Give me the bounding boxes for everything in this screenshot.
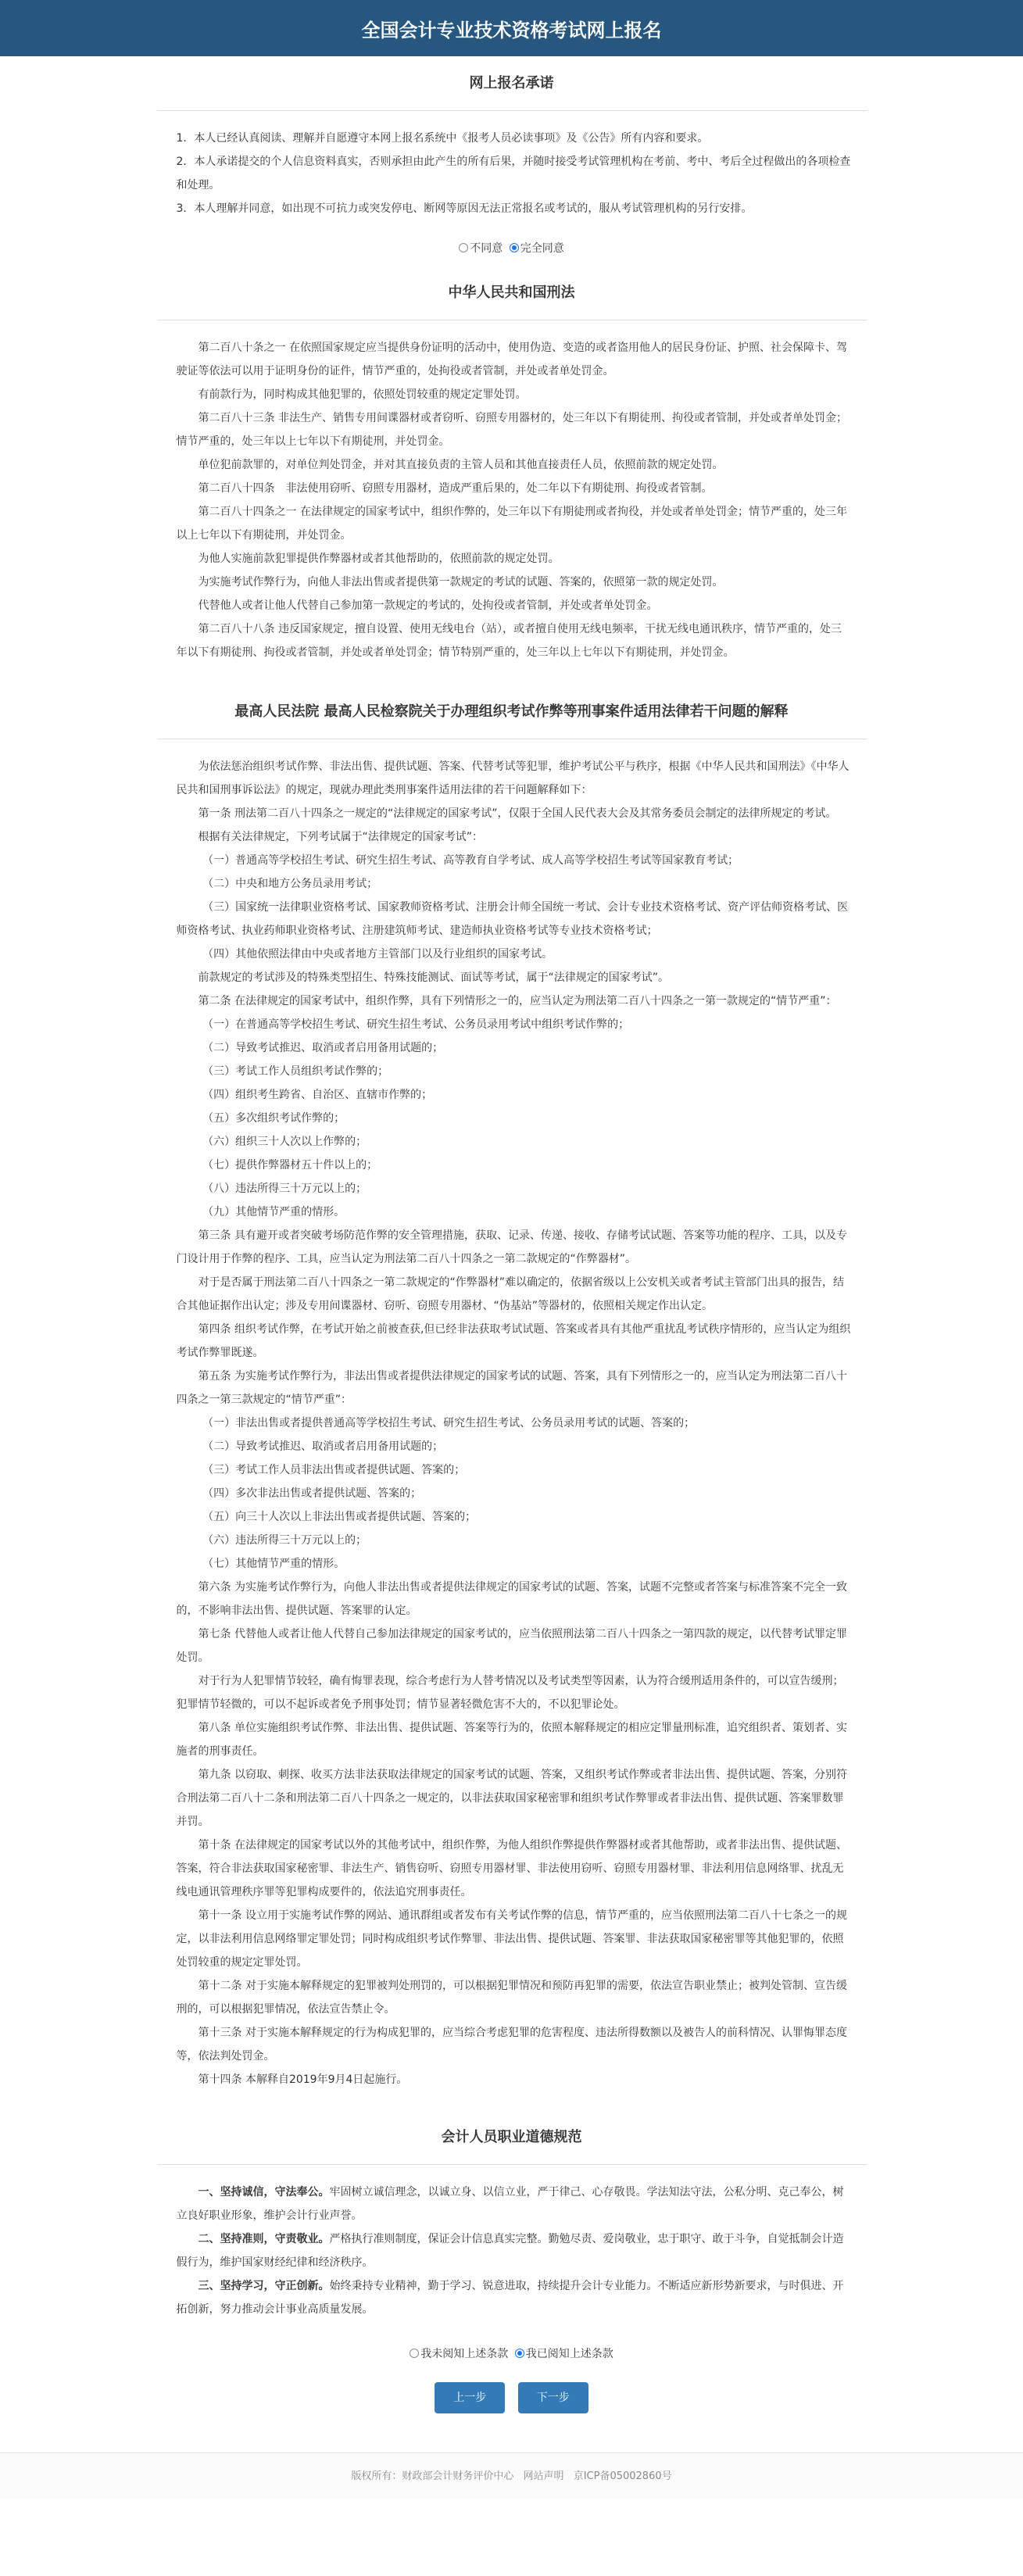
- ethics-paragraph: [177, 2181, 851, 2227]
- main-content: [157, 56, 867, 2453]
- interpretation-paragraph: 第十三条 对于实施本解释规定的行为构成犯罪的，应当综合考虑犯罪的危害程度、违法所得数额以及被告人的前科情况、认罪悔罪态度等，依法判处罚金。: [176, 2027, 847, 2063]
- interpretation-paragraph: 第十一条 设立用于实施考试作弊的网站、通讯群组或者发布有关考试作弊的信息，情节严重的，应当依照刑法第二百八十七条之一的规定，以非法利用信息网络罪定罪处罚；同时构成组织考试作弊罪、非法出售、提供试题、答案罪、非法获取国家秘密罪等其他犯罪的，依照处罚较重的规定定罪处罚。: [176, 1909, 847, 1969]
- interpretation-paragraph: 根据有关法律规定，下列考试属于“法律规定的国家考试”：: [198, 831, 484, 843]
- interpretation-list-item: （三）考试工作人员组织考试作弊的；: [202, 1065, 389, 1078]
- radio-checked-icon[interactable]: [515, 2349, 524, 2358]
- pledge-body: [157, 111, 867, 228]
- interpretation-list-item: （二）导致考试推迟、取消或者启用备用试题的；: [202, 1042, 444, 1054]
- radio-have-read[interactable]: [515, 2348, 613, 2360]
- interpretation-paragraph: 第四条 组织考试作弊，在考试开始之前被查获,但已经非法获取考试试题、答案或者具有其他严重扰乱考试秩序情形的，应当认定为组织考试作弊罪既遂。: [176, 1323, 851, 1359]
- law-paragraph: 单位犯前款罪的，对单位判处罚金，并对其直接负责的主管人员和其他直接责任人员，依照前款的规定处罚。: [198, 459, 724, 471]
- radio-unchecked-icon[interactable]: [459, 243, 468, 252]
- interpretation-paragraph: 第九条 以窃取、刺探、收买方法非法获取法律规定的国家考试的试题、答案，又组织考试作弊或者非法出售、提供试题、答案，分别符合刑法第二百八十二条和刑法第二百八十四条之一规定的，以非法获取国家秘密罪和组织考试作弊罪或者非法出售、提供试题、答案罪数罪并罚。: [176, 1769, 847, 1828]
- interpretation-body: [157, 739, 867, 2099]
- pledge-title: 网上报名承诺: [157, 56, 867, 111]
- pledge-item: 1．本人已经认真阅读、理解并自愿遵守本网上报名系统中《报考人员必读事项》及《公告》所有内容和要求。: [176, 132, 709, 145]
- interpretation-list-item: （四）其他依照法律由中央或者地方主管部门以及行业组织的国家考试。: [202, 948, 553, 961]
- ethics-paragraph: [177, 2274, 851, 2321]
- ethics-title: 会计人员职业道德规范: [157, 2110, 867, 2165]
- pledge-section: [157, 56, 867, 266]
- radio-checked-icon[interactable]: [510, 243, 519, 252]
- interpretation-list-item: （二）导致考试推迟、取消或者启用备用试题的；: [202, 1440, 444, 1453]
- criminal-law-title: 中华人民共和国刑法: [157, 266, 867, 320]
- radio-unchecked-icon[interactable]: [410, 2349, 419, 2358]
- footer-copyright: 版权所有：财政部会计财务评价中心: [351, 2470, 514, 2482]
- ethics-lead: 二、坚持准则，守责敬业。: [198, 2233, 330, 2245]
- interpretation-list-item: （七）提供作弊器材五十件以上的；: [202, 1159, 378, 1172]
- interpretation-paragraph: 第八条 单位实施组织考试作弊、非法出售、提供试题、答案等行为的，依照本解释规定的相应定罪量刑标准，追究组织者、策划者、实施者的刑事责任。: [176, 1722, 847, 1758]
- terms-read-radio-group: [157, 2329, 867, 2371]
- interpretation-list-item: （一）非法出售或者提供普通高等学校招生考试、研究生招生考试、公务员录用考试的试题、答案的；: [202, 1417, 696, 1429]
- interpretation-section: [157, 685, 867, 2099]
- interpretation-list-item: （四）多次非法出售或者提供试题、答案的；: [202, 1487, 422, 1500]
- radio-label: 完全同意: [520, 242, 564, 255]
- interpretation-list-item: （五）向三十人次以上非法出售或者提供试题、答案的；: [202, 1511, 477, 1523]
- radio-label: 我已阅知上述条款: [525, 2348, 613, 2360]
- interpretation-paragraph: 第七条 代替他人或者让他人代替自己参加法律规定的国家考试的，应当依照刑法第二百八十四条之一第四款的规定，以代替考试罪定罪处罚。: [176, 1628, 847, 1664]
- ethics-text: 牢固树立诚信理念，以诚立身、以信立业，严于律己、心存敬畏。学法知法守法，公私分明、克己奉公，树立良好职业形象，维护会计行业声誉。: [176, 2186, 844, 2222]
- pledge-item: 2．本人承诺提交的个人信息资料真实，否则承担由此产生的所有后果，并随时接受考试管理机构在考前、考中、考后全过程做出的各项检查和处理。: [176, 156, 851, 191]
- interpretation-paragraph: 第十条 在法律规定的国家考试以外的其他考试中，组织作弊，为他人组织作弊提供作弊器材或者其他帮助，或者非法出售、提供试题、答案，符合非法获取国家秘密罪、非法生产、销售窃听、窃照专用器材罪、非法使用窃听、窃照专用器材罪、非法利用信息网络罪、扰乱无线电通讯管理秩序罪等犯罪构成要件的，依法追究刑事责任。: [176, 1839, 847, 1898]
- interpretation-paragraph: 前款规定的考试涉及的特殊类型招生、特殊技能测试、面试等考试，属于“法律规定的国家考试”。: [198, 971, 670, 984]
- footer-statement-link[interactable]: 网站声明: [523, 2470, 564, 2482]
- law-paragraph: 第二百八十三条 非法生产、销售专用间谍器材或者窃听、窃照专用器材的，处三年以下有期徒刑、拘役或者管制，并处或者单处罚金；情节严重的，处三年以上七年以下有期徒刑，并处罚金。: [176, 412, 847, 448]
- ethics-lead: 三、坚持学习，守正创新。: [198, 2280, 330, 2292]
- criminal-law-section: [157, 266, 867, 672]
- next-step-button[interactable]: 下一步: [518, 2382, 588, 2413]
- interpretation-paragraph: 为依法惩治组织考试作弊、非法出售、提供试题、答案、代替考试等犯罪，维护考试公平与秩序，根据《中华人民共和国刑法》《中华人民共和国刑事诉讼法》的规定，现就办理此类刑事案件适用法律的若干问题解释如下：: [176, 760, 850, 796]
- interpretation-list-item: （一）在普通高等学校招生考试、研究生招生考试、公务员录用考试中组织考试作弊的；: [202, 1018, 630, 1031]
- radio-disagree[interactable]: [459, 242, 506, 255]
- interpretation-list-item: （六）违法所得三十万元以上的；: [202, 1534, 367, 1547]
- criminal-law-body: [157, 320, 867, 672]
- ethics-text: 严格执行准则制度，保证会计信息真实完整。勤勉尽责、爱岗敬业，忠于职守、敢于斗争，自觉抵制会计造假行为，维护国家财经纪律和经济秩序。: [176, 2233, 844, 2269]
- interpretation-list-item: （三）考试工作人员非法出售或者提供试题、答案的；: [202, 1464, 466, 1476]
- interpretation-paragraph: 第五条 为实施考试作弊行为，非法出售或者提供法律规定的国家考试的试题、答案，具有下列情形之一的，应当认定为刑法第二百八十四条之一第三款规定的“情节严重”：: [176, 1370, 847, 1406]
- interpretation-list-item: （四）组织考生跨省、自治区、直辖市作弊的；: [202, 1089, 433, 1101]
- radio-label: 我未阅知上述条款: [420, 2348, 509, 2360]
- radio-label: 不同意: [470, 242, 503, 255]
- law-paragraph: 第二百八十四条 非法使用窃听、窃照专用器材，造成严重后果的，处二年以下有期徒刑、拘役或者管制。: [198, 482, 713, 495]
- site-header: [0, 0, 1023, 56]
- law-paragraph: 第二百八十四条之一 在法律规定的国家考试中，组织作弊的，处三年以下有期徒刑或者拘役，并处或者单处罚金；情节严重的，处三年以上七年以下有期徒刑，并处罚金。: [176, 506, 847, 542]
- interpretation-list-item: （八）违法所得三十万元以上的；: [202, 1182, 367, 1195]
- site-footer: [0, 2453, 1023, 2499]
- interpretation-paragraph: 第十二条 对于实施本解释规定的犯罪被判处刑罚的，可以根据犯罪情况和预防再犯罪的需要，依法宣告职业禁止；被判处管制、宣告缓刑的，可以根据犯罪情况，依法宣告禁止令。: [176, 1980, 847, 2016]
- ethics-body: [157, 2165, 867, 2329]
- interpretation-list-item: （二）中央和地方公务员录用考试；: [202, 878, 378, 890]
- law-paragraph: 第二百八十八条 违反国家规定，擅自设置、使用无线电台（站），或者擅自使用无线电频率，干扰无线电通讯秩序，情节严重的，处三年以下有期徒刑、拘役或者管制，并处或者单处罚金；情节特别严重的，处三年以上七年以下有期徒刑，并处罚金。: [176, 623, 842, 659]
- radio-fully-agree[interactable]: [510, 242, 564, 255]
- law-paragraph: 有前款行为，同时构成其他犯罪的，依照处罚较重的规定定罪处罚。: [198, 388, 527, 401]
- interpretation-list-item: （一）普通高等学校招生考试、研究生招生考试、高等教育自学考试、成人高等学校招生考试等国家教育考试；: [202, 854, 739, 867]
- law-paragraph: 代替他人或者让他人代替自己参加第一款规定的考试的，处拘役或者管制，并处或者单处罚金。: [198, 599, 658, 612]
- law-paragraph: 第二百八十条之一 在依照国家规定应当提供身份证明的活动中，使用伪造、变造的或者盗用他人的居民身份证、护照、社会保障卡、驾驶证等依法可以用于证明身份的证件，情节严重的，处拘役或者管制，并处或者单处罚金。: [176, 342, 847, 377]
- interpretation-list-item: （五）多次组织考试作弊的；: [202, 1112, 345, 1125]
- interpretation-list-item: （九）其他情节严重的情形。: [202, 1206, 345, 1218]
- ethics-lead: 一、坚持诚信，守法奉公。: [198, 2186, 330, 2199]
- interpretation-list-item: （七）其他情节严重的情形。: [202, 1558, 345, 1570]
- law-paragraph: 为他人实施前款犯罪提供作弊器材或者其他帮助的，依照前款的规定处罚。: [198, 553, 560, 565]
- interpretation-paragraph: 第六条 为实施考试作弊行为，向他人非法出售或者提供法律规定的国家考试的试题、答案，试题不完整或者答案与标准答案不完全一致的，不影响非法出售、提供试题、答案罪的认定。: [176, 1581, 847, 1617]
- interpretation-list-item: （三）国家统一法律职业资格考试、国家教师资格考试、注册会计师全国统一考试、会计专业技术资格考试、资产评估师资格考试、医师资格考试、执业药师职业资格考试、注册建筑师考试、建造师执业资格考试等专业技术资格考试；: [176, 901, 849, 937]
- pledge-item: 3．本人理解并同意，如出现不可抗力或突发停电、断网等原因无法正常报名或考试的，服从考试管理机构的另行安排。: [176, 202, 753, 215]
- radio-not-read[interactable]: [410, 2348, 511, 2360]
- interpretation-list-item: （六）组织三十人次以上作弊的；: [202, 1136, 367, 1148]
- footer-icp-link[interactable]: 京ICP备05002860号: [573, 2470, 672, 2482]
- interpretation-paragraph: 第一条 刑法第二百八十四条之一规定的“法律规定的国家考试”，仅限于全国人民代表大会及其常务委员会制定的法律所规定的考试。: [198, 807, 837, 820]
- interpretation-paragraph: 第三条 具有避开或者突破考场防范作弊的安全管理措施，获取、记录、传递、接收、存储考试试题、答案等功能的程序、工具，以及专门设计用于作弊的程序、工具，应当认定为刑法第二百八十四条之一第二款规定的“作弊器材”。: [176, 1229, 847, 1265]
- ethics-text: 始终秉持专业精神，勤于学习、锐意进取，持续提升会计专业能力。不断适应新形势新要求，与时俱进、开拓创新，努力推动会计事业高质量发展。: [176, 2280, 844, 2316]
- interpretation-paragraph: 对于行为人犯罪情节较轻，确有悔罪表现，综合考虑行为人替考情况以及考试类型等因素，认为符合缓刑适用条件的，可以宣告缓刑；犯罪情节轻微的，可以不起诉或者免予刑事处罚；情节显著轻微危害不大的，不以犯罪论处。: [176, 1675, 844, 1711]
- law-paragraph: 为实施考试作弊行为，向他人非法出售或者提供第一款规定的考试的试题、答案的，依照第一款的规定处罚。: [198, 576, 724, 589]
- interpretation-paragraph: 第二条 在法律规定的国家考试中，组织作弊，具有下列情形之一的，应当认定为刑法第二百八十四条之一第一款规定的“情节严重”：: [198, 995, 837, 1007]
- site-title: 全国会计专业技术资格考试网上报名: [361, 19, 662, 41]
- ethics-section: [157, 2110, 867, 2453]
- previous-step-button[interactable]: 上一步: [435, 2382, 505, 2413]
- interpretation-paragraph: 第十四条 本解释自2019年9月4日起施行。: [198, 2073, 408, 2086]
- navigation-buttons: [157, 2371, 867, 2453]
- pledge-agreement-radio-group: [157, 228, 867, 266]
- interpretation-title: 最高人民法院 最高人民检察院关于办理组织考试作弊等刑事案件适用法律若干问题的解释: [157, 685, 867, 739]
- interpretation-paragraph: 对于是否属于刑法第二百八十四条之一第二款规定的“作弊器材”难以确定的，依据省级以上公安机关或者考试主管部门出具的报告，结合其他证据作出认定；涉及专用间谍器材、窃听、窃照专用器材、“伪基站”等器材的，依照相关规定作出认定。: [176, 1276, 845, 1312]
- ethics-paragraph: [177, 2227, 851, 2274]
